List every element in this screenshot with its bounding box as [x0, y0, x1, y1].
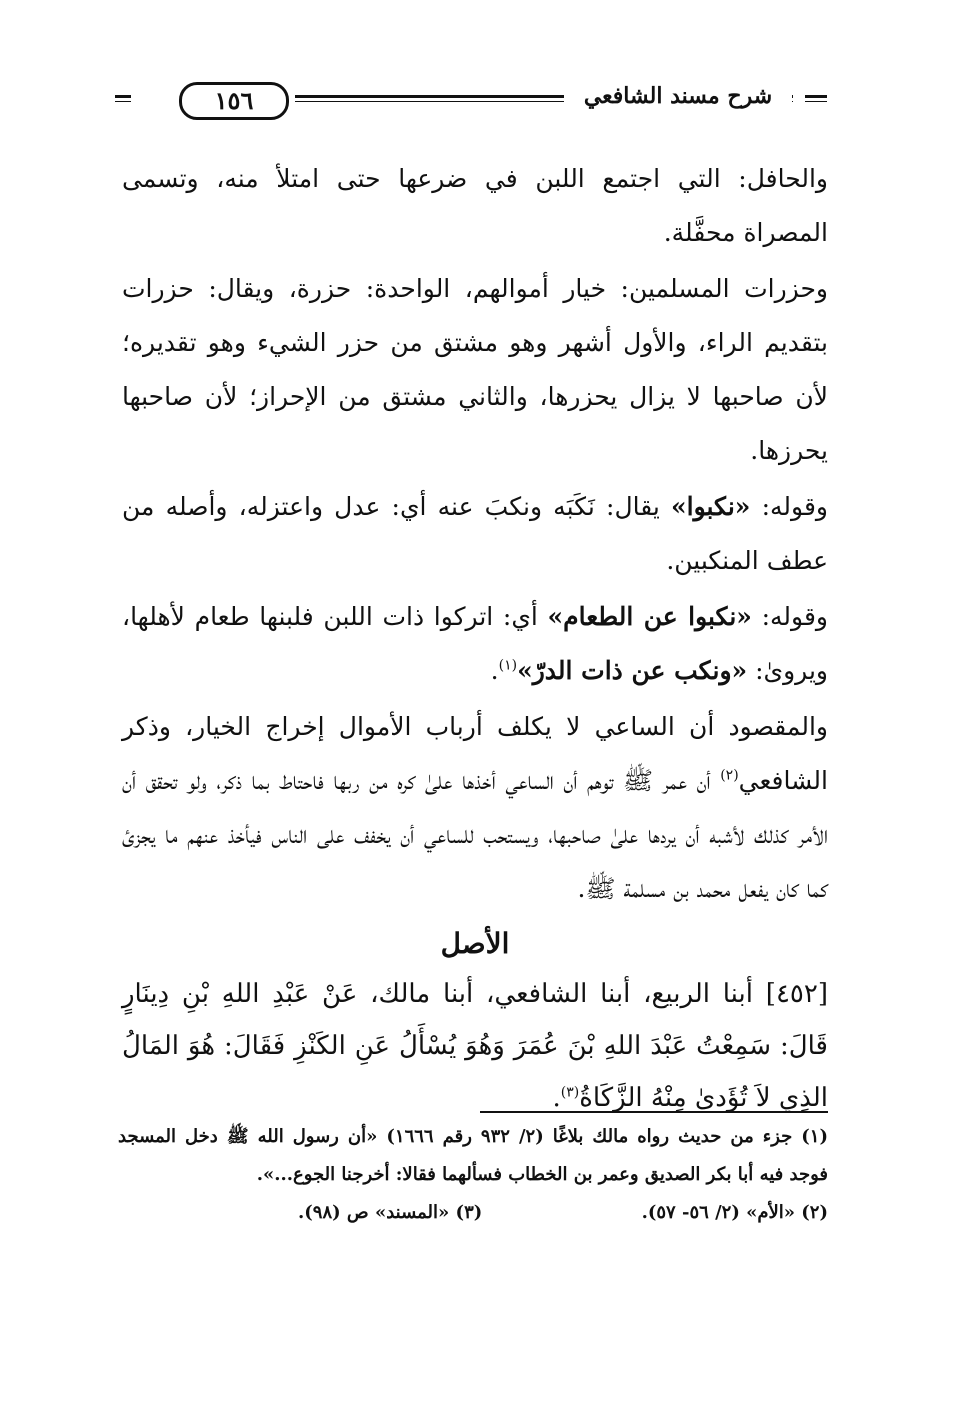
- text-span: وقوله:: [751, 602, 828, 631]
- header-rule-left: [115, 95, 131, 102]
- section-title: الأصل: [440, 927, 510, 960]
- paragraph-nakkabu: [122, 480, 828, 588]
- paragraph-hafil: والحافل: التي اجتمع اللبن في ضرعها حتى امتلأ منه، وتسمى المصراة محفَّلة.: [122, 164, 828, 247]
- text-span: .: [490, 656, 499, 685]
- main-text: [122, 152, 828, 1124]
- hadith-text: [122, 968, 828, 1124]
- bold-term: «نكبوا عن الطعام»: [547, 602, 752, 631]
- text-span: أي: اتركوا ذات اللبن فلبنها طعام لأهلها، ويروىٰ:: [122, 602, 828, 685]
- bold-term: «نكبوا»: [671, 492, 751, 521]
- footnote-ref: (١): [498, 657, 518, 674]
- text-span: والمقصود أن الساعي لا يكلف أرباب الأموال إخراج الخيار، وذكر الشافعي: [122, 712, 828, 795]
- text-span: .: [552, 1083, 561, 1113]
- running-header: [115, 82, 827, 118]
- page-number: ١٥٦: [179, 82, 289, 120]
- text-span: [٤٥٢] أبنا الربيع، أبنا الشافعي، أبنا مالك، عَنْ عَبْدِ اللهِ بْنِ دِينَارٍ قَالَ: سَمِعْتُ عَبْدَ اللهِ بْنَ عُمَرَ وَهُوَ يُسْأَلُ عَنِ الكَنْزِ فَقَالَ: هُوَ المَالُ الذِي لاَ تُؤَدىٰ مِنْهُ الزَّكَاةُ: [122, 979, 828, 1113]
- footnote-ref: (٣): [560, 1084, 580, 1101]
- footnote-3: (٣) «المسند» ص (٩٨).: [298, 1202, 483, 1223]
- footnote-2: (٢) «الأم» (٢/ ٥٦- ٥٧).: [641, 1202, 828, 1223]
- text-span: وقوله:: [750, 492, 828, 521]
- footnote-row: [118, 1194, 828, 1232]
- paragraph-maqsud: [122, 700, 828, 916]
- paragraph-hazarat: وحزرات المسلمين: خيار أموالهم، الواحدة: حزرة، ويقال: حزرات بتقديم الراء، والأول أشهر وهو مشتق من حزر الشيء وهو تقديره؛ لأن صاحبها لا يزال يحزرها، والثاني مشتق من الإحراز؛ لأن صاحبها يحرزها.: [122, 274, 828, 465]
- paragraph-nakkabu-taam: [122, 590, 828, 698]
- footnotes: [118, 1118, 828, 1232]
- header-rule-right: [805, 95, 827, 102]
- text-span: يقال: نَكَبَه ونكبَ عنه أي: عدل واعتزله، وأصله من عطف المنكبين.: [122, 492, 828, 575]
- text-span: أن عمر ﷺ توهم أن الساعي أخذها علىٰ كره من ربها فاحتاط بما ذكر، ولو تحقق أن الأمر كذلك لأشبه أن يردها علىٰ صاحبها، ويستحب للساعي أن يخفف على الناس فيأخذ عنهم ما يجزئ كما كان يفعل محمد بن مسلمة ﷺ.: [122, 766, 828, 903]
- footnote-ref: (٢): [720, 767, 739, 784]
- footnote-separator: [480, 1111, 828, 1113]
- bold-term: «ونكب عن ذات الدرّ»: [517, 656, 748, 685]
- footnote-1: (١) جزء من حديث رواه مالك بلاغًا (٢/ ٩٣٢ رقم ١٦٦٦) «أن رسول الله ﷺ دخل المسجد فوجد فيه أبا بكر الصديق وعمر بن الخطاب فسألهما فقالا: أخرجنا الجوع...».: [118, 1126, 828, 1185]
- header-title: شرح مسند الشافعي: [564, 83, 792, 109]
